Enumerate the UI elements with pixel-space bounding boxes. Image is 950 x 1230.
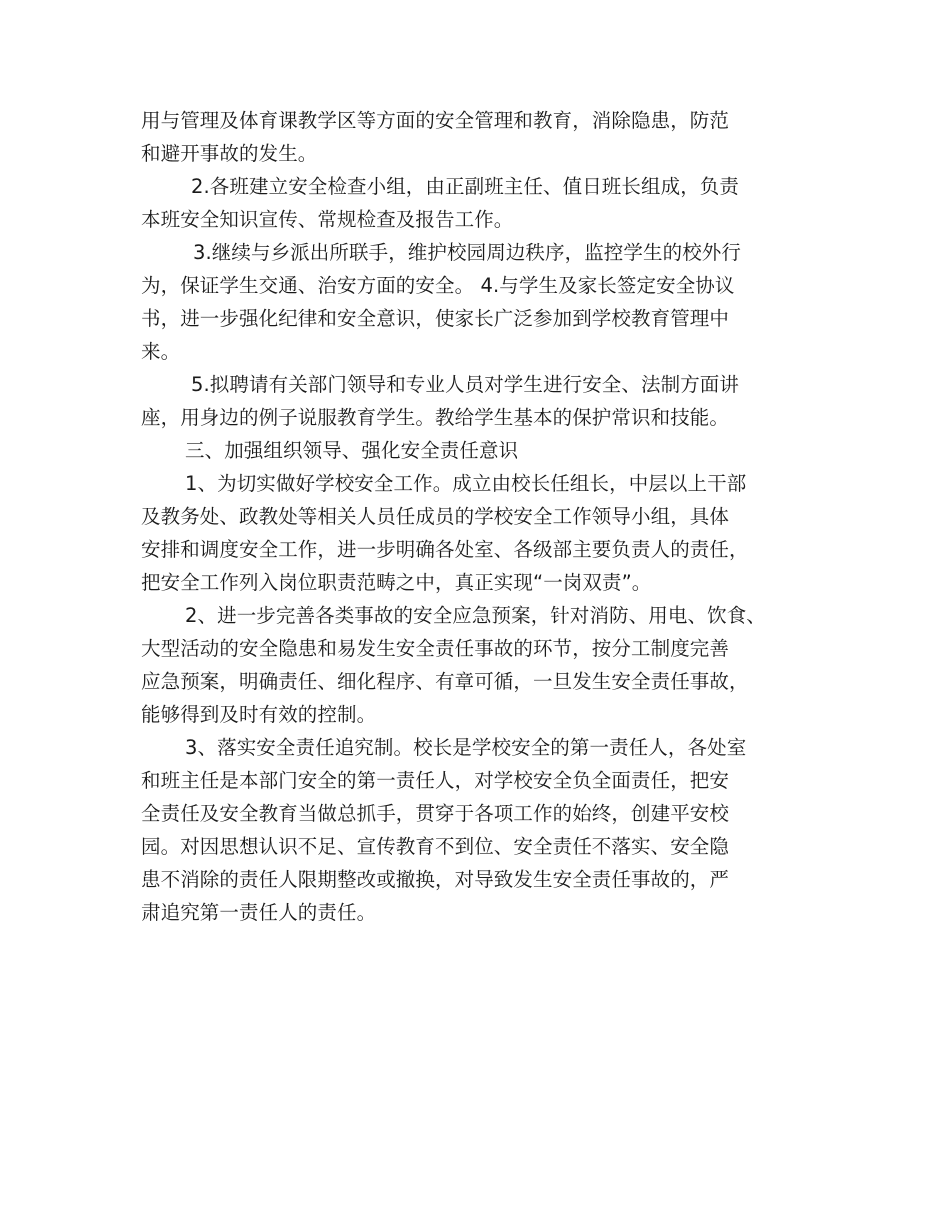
paragraph-1-start: 1、为切实做好学校安全工作。成立由校长任组长，中层以上干部 xyxy=(185,472,747,495)
text-line: 大型活动的安全隐患和易发生安全责任事故的环节，按分工制度完善 xyxy=(141,637,730,660)
text-line: 园。对因思想认识不足、宣传教育不到位、安全责任不落实、安全隐 xyxy=(141,835,730,858)
paragraph-2-start: 2、进一步完善各类事故的安全应急预案，针对消防、用电、饮食、 xyxy=(185,604,766,627)
text-line: 能够得到及时有效的控制。 xyxy=(141,703,377,726)
text-line: 及教务处、政教处等相关人员任成员的学校安全工作领导小组，具体 xyxy=(141,505,730,528)
text-line: 安排和调度安全工作，进一步明确各处室、各级部主要负责人的责任， xyxy=(141,538,749,561)
document-body xyxy=(141,104,831,929)
text-line: 和避开事故的发生。 xyxy=(141,142,318,165)
text-line: 和班主任是本部门安全的第一责任人，对学校安全负全面责任，把安 xyxy=(141,769,730,792)
section-heading: 三、加强组织领导、强化安全责任意识 xyxy=(185,439,519,462)
text-line: 全责任及安全教育当做总抓手，贯穿于各项工作的始终，创建平安校 xyxy=(141,802,730,825)
text-line: 应急预案，明确责任、细化程序、有章可循，一旦发生安全责任事故， xyxy=(141,670,749,693)
text-line: 肃追究第一责任人的责任。 xyxy=(141,901,377,924)
text-line: 患不消除的责任人限期整改或撤换，对导致发生安全责任事故的，严 xyxy=(141,868,730,891)
item-2-line: 2.各班建立安全检查小组，由正副班主任、值日班长组成，负责 xyxy=(191,175,740,198)
paragraph-3-start: 3、落实安全责任追究制。校长是学校安全的第一责任人，各处室 xyxy=(185,736,747,759)
text-line: 书，进一步强化纪律和安全意识，使家长广泛参加到学校教育管理中 xyxy=(141,307,730,330)
text-line: 来。 xyxy=(141,340,181,363)
item-5-line: 5.拟聘请有关部门领导和专业人员对学生进行安全、法制方面讲 xyxy=(191,373,740,396)
item-3-line: 3.继续与乡派出所联手，维护校园周边秩序，监控学生的校外行 xyxy=(193,241,742,264)
text-line: 本班安全知识宣传、常规检查及报告工作。 xyxy=(141,208,514,231)
text-line: 座，用身边的例子说服教育学生。教给学生基本的保护常识和技能。 xyxy=(141,406,730,429)
text-line: 为，保证学生交通、治安方面的安全。 4.与学生及家长签定安全协议 xyxy=(141,274,735,297)
text-line: 用与管理及体育课教学区等方面的安全管理和教育，消除隐患，防范 xyxy=(141,109,730,132)
text-line: 把安全工作列入岗位职责范畴之中，真正实现“一岗双责”。 xyxy=(141,571,652,594)
